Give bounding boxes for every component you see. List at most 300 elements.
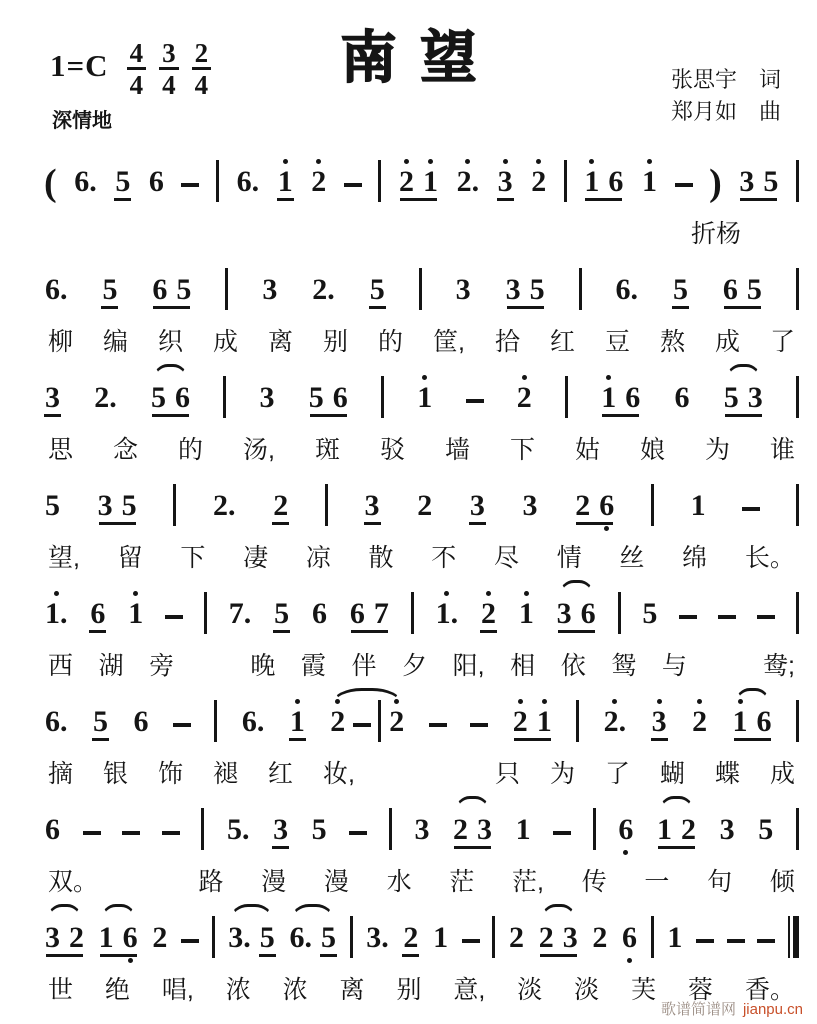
- lyric-syllable: 绵: [682, 544, 708, 572]
- note: [89, 586, 106, 644]
- watermark-site-name: 歌谱简谱网: [660, 1001, 736, 1018]
- note-digit: 1: [128, 597, 144, 630]
- low-octave-dot: [128, 958, 133, 963]
- note-group: [722, 262, 763, 320]
- lyrics-row: [44, 752, 799, 792]
- note-group: [583, 154, 624, 212]
- note-digit: 6.: [615, 273, 638, 306]
- note-digit: 5: [176, 273, 192, 306]
- lyric-syllable: 传: [581, 868, 607, 896]
- note-digit: 1: [732, 705, 748, 738]
- barline: [651, 916, 654, 958]
- note-group: [329, 694, 405, 752]
- notation-row: [44, 904, 799, 968]
- note-digit: 5: [529, 273, 545, 306]
- slur-arc: [559, 580, 594, 596]
- note-digit: 1: [515, 813, 531, 846]
- lyric-syllable: 漫: [261, 868, 287, 896]
- lyric-syllable: 鸯;: [763, 652, 795, 680]
- barline: [651, 484, 654, 526]
- note-digit: 5: [746, 273, 762, 306]
- note-digit: 6: [349, 597, 365, 630]
- note-digit: 2: [69, 921, 84, 954]
- note: [746, 262, 763, 320]
- note: [435, 586, 460, 644]
- note-digit: 6: [622, 921, 637, 954]
- lyric-syllable: 摘: [48, 760, 74, 788]
- barline: [378, 160, 381, 202]
- lyric-syllable: 淡: [517, 976, 543, 1004]
- note: [44, 802, 61, 860]
- lyric-syllable: 红: [549, 328, 575, 356]
- note-digit: 3.: [366, 921, 389, 954]
- note: [373, 586, 390, 644]
- note-digit: 6: [580, 597, 596, 630]
- note-digit: 3: [44, 381, 61, 417]
- time-signature-numerator: 3: [159, 40, 179, 70]
- note: [44, 694, 69, 752]
- note: [311, 802, 328, 860]
- note: [212, 478, 237, 536]
- note: [44, 478, 61, 536]
- note: [515, 802, 532, 860]
- time-signature-denominator: 4: [129, 70, 144, 100]
- octave-dot-zone: [524, 586, 529, 597]
- note: [272, 802, 289, 860]
- note: [226, 802, 251, 860]
- note-digit: 2.: [312, 273, 335, 306]
- note-digit: 5: [642, 597, 658, 630]
- notation-row: [44, 580, 799, 644]
- note: [151, 910, 168, 968]
- note-digit: 1.: [435, 597, 459, 630]
- lyric-syllable: 伴: [351, 652, 377, 680]
- duration-dash: [727, 939, 745, 943]
- note-digit: 1: [518, 597, 534, 630]
- note: [600, 370, 617, 428]
- note: [402, 910, 419, 968]
- lyric-syllable: 芙: [631, 976, 657, 1004]
- note: [574, 478, 591, 536]
- note: [505, 262, 522, 320]
- lyric-syllable: 成: [769, 760, 795, 788]
- lyric-syllable: 尽: [493, 544, 519, 572]
- note: [666, 910, 683, 968]
- note-digit: 5: [151, 381, 166, 414]
- lyric-syllable: 褪: [213, 760, 239, 788]
- note-digit: 3: [477, 813, 493, 846]
- note-digit: 1: [423, 165, 439, 198]
- score-line: [0, 796, 817, 900]
- duration-dash: [462, 939, 480, 943]
- lyric-syllable: 霞: [300, 652, 326, 680]
- note: [516, 370, 533, 428]
- note-digit: 5: [92, 705, 109, 741]
- note-digit: 6.: [45, 273, 68, 306]
- lyric-syllable: 蝴: [659, 760, 685, 788]
- note: [432, 910, 449, 968]
- lyric-syllable: 成: [714, 328, 740, 356]
- duration-dash: [757, 939, 775, 943]
- note: [583, 154, 600, 212]
- barline: [225, 268, 228, 310]
- note-digit: 6.: [289, 921, 312, 954]
- parenthesis: (: [44, 162, 57, 204]
- barline: [796, 376, 799, 418]
- duration-dash: [344, 183, 362, 187]
- lyric-syllable: 晚: [250, 652, 276, 680]
- lyric-syllable: 只: [494, 760, 520, 788]
- lyric-syllable: 散: [368, 544, 394, 572]
- note-digit: 3: [262, 273, 278, 306]
- note-digit: 2: [509, 921, 525, 954]
- lyric-syllable: 饰: [158, 760, 184, 788]
- octave-dot-zone: [542, 694, 547, 705]
- lyric-syllable: 旁: [149, 652, 175, 680]
- final-barline-thin: [788, 916, 790, 958]
- note: [497, 154, 514, 212]
- octave-dot-zone: [128, 957, 133, 968]
- time-signature-denominator: 4: [162, 70, 176, 100]
- lyric-syllable: 银: [103, 760, 129, 788]
- note-digit: 6: [89, 597, 106, 633]
- high-octave-dot: [542, 699, 547, 704]
- barline: [796, 808, 799, 850]
- note-digit: 2: [417, 489, 433, 522]
- lyric-syllable: 筐,: [433, 328, 465, 356]
- high-octave-dot: [133, 591, 138, 596]
- duration-dash: [718, 615, 736, 619]
- note-digit: 3: [505, 273, 521, 306]
- note-group: [288, 910, 337, 968]
- octave-dot-zone: [465, 154, 470, 165]
- note-digit: 6: [674, 381, 690, 414]
- low-octave-dot: [623, 850, 628, 855]
- octave-dot-zone: [647, 154, 652, 165]
- note-digit: 2: [516, 381, 532, 414]
- note-digit: 1: [667, 921, 683, 954]
- note-digit: 1.: [45, 597, 68, 630]
- note-digit: 6: [175, 381, 190, 414]
- note-digit: 2.: [213, 489, 236, 522]
- high-octave-dot: [54, 591, 59, 596]
- high-octave-dot: [518, 699, 523, 704]
- note-digit: 6.: [74, 165, 97, 198]
- lyrics-row: [44, 860, 799, 900]
- barline: [173, 484, 176, 526]
- high-octave-dot: [522, 375, 527, 380]
- lyric-syllable: 双。: [48, 868, 99, 896]
- octave-dot-zone: [589, 154, 594, 165]
- final-barline: [788, 916, 799, 958]
- note-digit: 6: [312, 597, 328, 630]
- note-digit: 6.: [241, 705, 265, 738]
- note-digit: 1: [289, 705, 306, 741]
- note-digit: 3: [719, 813, 735, 846]
- lyrics-row: [44, 320, 799, 360]
- lyric-syllable: 熬: [659, 328, 685, 356]
- high-octave-dot: [657, 699, 662, 704]
- note: [508, 910, 525, 968]
- octave-dot-zone: [54, 586, 59, 597]
- lyric-syllable: 妆,: [323, 760, 355, 788]
- composer-credit: 郑月如 曲: [670, 99, 781, 124]
- note-digit: 2: [575, 489, 591, 522]
- octave-dot-zone: [604, 525, 609, 536]
- note: [121, 478, 138, 536]
- score-line: [0, 364, 817, 468]
- note: [127, 586, 144, 644]
- note: [277, 154, 294, 212]
- note-digit: 6.: [45, 705, 68, 738]
- octave-dot-zone: [404, 154, 409, 165]
- note: [522, 478, 539, 536]
- duration-dash: [742, 507, 760, 511]
- slur-arc: [735, 688, 770, 704]
- note: [349, 586, 366, 644]
- key-and-time-signatures: [50, 40, 211, 100]
- octave-dot-zone: [428, 154, 433, 165]
- barline: [564, 160, 567, 202]
- note-digit: 3: [45, 921, 60, 954]
- note: [512, 694, 529, 752]
- note: [624, 370, 641, 428]
- time-signature-denominator: 4: [194, 70, 209, 100]
- octave-dot-zone: [486, 586, 491, 597]
- lyric-syllable: 淡: [574, 976, 600, 1004]
- note-group: [732, 694, 773, 752]
- note-digit: 6.: [236, 165, 260, 198]
- lyric-syllable: 相: [510, 652, 536, 680]
- high-octave-dot: [536, 159, 541, 164]
- octave-dot-zone: [503, 154, 508, 165]
- note-digit: 6: [45, 813, 60, 846]
- note-digit: 6: [122, 921, 138, 954]
- lyric-syllable: 墙: [444, 436, 470, 464]
- lyric-syllable: 与: [661, 652, 687, 680]
- note-group: [556, 586, 597, 644]
- notation-row: [44, 364, 799, 428]
- lyric-syllable: 句: [707, 868, 733, 896]
- note-digit: 3: [739, 165, 755, 198]
- note-group: [349, 586, 390, 644]
- note-group: [227, 910, 276, 968]
- note-digit: 5: [369, 273, 386, 309]
- lyric-syllable: 路: [198, 868, 224, 896]
- note-group: [150, 370, 191, 428]
- note: [621, 910, 638, 968]
- notation-row: [44, 148, 799, 212]
- lyric-syllable: 情: [556, 544, 582, 572]
- note: [672, 262, 689, 320]
- barline: [378, 700, 381, 742]
- lyric-syllable: 折杨: [690, 220, 741, 248]
- note-digit: 3: [97, 489, 113, 522]
- barline: [389, 808, 392, 850]
- lyric-syllable: 浓: [225, 976, 251, 1004]
- octave-dot-zone: [606, 370, 611, 381]
- watermark-site-link[interactable]: jianpu.cn: [742, 1001, 803, 1018]
- note: [641, 586, 658, 644]
- lyric-syllable: 离: [339, 976, 365, 1004]
- note-digit: 2: [389, 705, 405, 738]
- note: [598, 478, 615, 536]
- note-digit: 1: [433, 921, 449, 954]
- barline: [796, 268, 799, 310]
- lyric-syllable: 离: [268, 328, 294, 356]
- note-digit: 2: [592, 921, 608, 954]
- sheet-header: [0, 0, 817, 146]
- lyric-syllable: 倾: [769, 868, 795, 896]
- high-octave-dot: [404, 159, 409, 164]
- high-octave-dot: [283, 159, 288, 164]
- song-title: 南望: [340, 26, 501, 89]
- note: [241, 694, 266, 752]
- octave-dot-zone: [133, 586, 138, 597]
- barline: [214, 700, 217, 742]
- lyric-syllable: 留: [117, 544, 143, 572]
- note: [114, 154, 131, 212]
- notation-row: [44, 472, 799, 536]
- barline: [492, 916, 495, 958]
- lyric-syllable: 念: [113, 436, 139, 464]
- key-signature: 1=C: [50, 48, 109, 83]
- lyric-syllable: 别: [323, 328, 349, 356]
- lyric-syllable: 豆: [604, 328, 630, 356]
- high-octave-dot: [465, 159, 470, 164]
- note: [97, 478, 114, 536]
- lyric-syllable: 一: [644, 868, 670, 896]
- barline: [796, 700, 799, 742]
- note: [719, 802, 736, 860]
- slur-arc: [332, 688, 402, 704]
- note-digit: 1: [98, 921, 114, 954]
- note-digit: 2: [152, 921, 168, 954]
- note-digit: 7: [373, 597, 389, 630]
- high-octave-dot: [428, 159, 433, 164]
- note: [738, 154, 755, 212]
- note-digit: 3: [522, 489, 538, 522]
- credits: [671, 64, 781, 128]
- lyric-syllable: 拾: [494, 328, 520, 356]
- duration-dash: [181, 939, 199, 943]
- note: [364, 478, 381, 536]
- time-signature: [159, 40, 179, 100]
- duration-dash: [470, 723, 488, 727]
- duration-dash: [679, 615, 697, 619]
- note-digit: 5: [672, 273, 689, 309]
- parenthesis: ): [709, 162, 722, 204]
- note-digit: 2.: [94, 381, 117, 414]
- note-digit: 5: [723, 381, 739, 414]
- note: [148, 154, 165, 212]
- note-digit: 3: [651, 705, 668, 741]
- time-signature: [192, 40, 212, 100]
- note-digit: 2: [681, 813, 696, 846]
- note: [607, 154, 624, 212]
- barline: [216, 160, 219, 202]
- score-line: [0, 148, 817, 252]
- barline: [593, 808, 596, 850]
- note-digit: 3: [497, 165, 514, 201]
- score-line: [0, 688, 817, 792]
- note: [44, 262, 69, 320]
- note: [101, 262, 118, 320]
- lyric-syllable: 汤,: [243, 436, 275, 464]
- duration-dash: [429, 723, 447, 727]
- final-barline-thick: [793, 916, 799, 958]
- note-digit: 5: [121, 489, 137, 522]
- note-digit: 3: [259, 381, 275, 414]
- high-octave-dot: [697, 699, 702, 704]
- note-group: [512, 694, 553, 752]
- note: [480, 586, 497, 644]
- slur-arc: [153, 364, 188, 380]
- lyric-syllable: 的: [378, 328, 404, 356]
- score-line: [0, 256, 817, 360]
- note-digit: 3: [562, 921, 578, 954]
- note: [311, 586, 328, 644]
- octave-dot-zone: [283, 154, 288, 165]
- lyric-syllable: 鸳: [611, 652, 637, 680]
- note: [455, 262, 472, 320]
- note-digit: 5: [308, 381, 324, 414]
- duration-dash: [83, 831, 101, 835]
- barline: [411, 592, 414, 634]
- lyricist-credit: 张思宇 词: [670, 67, 781, 92]
- lyric-syllable: 成: [213, 328, 239, 356]
- note-group: [723, 370, 764, 428]
- note: [591, 910, 608, 968]
- low-octave-dot: [604, 526, 609, 531]
- note: [691, 694, 708, 752]
- note: [690, 478, 707, 536]
- high-octave-dot: [503, 159, 508, 164]
- time-signature-numerator: 4: [127, 40, 147, 70]
- note: [73, 154, 98, 212]
- note-digit: 2: [272, 489, 289, 525]
- lyrics-row: [44, 428, 799, 468]
- octave-dot-zone: [623, 849, 628, 860]
- lyric-syllable: 丝: [619, 544, 645, 572]
- octave-dot-zone: [657, 694, 662, 705]
- note-digit: 5: [311, 813, 327, 846]
- barline: [796, 484, 799, 526]
- time-signature: [127, 40, 147, 100]
- duration-dash: [353, 723, 371, 727]
- note-group: [308, 370, 349, 428]
- slur-arc: [47, 904, 82, 920]
- duration-dash: [165, 615, 183, 619]
- lyric-syllable: 望,: [48, 544, 80, 572]
- note-digit: 1: [641, 165, 657, 198]
- note-digit: 1: [657, 813, 672, 846]
- note: [722, 262, 739, 320]
- lyric-syllable: 西: [48, 652, 74, 680]
- barline: [204, 592, 207, 634]
- duration-dash: [696, 939, 714, 943]
- note: [44, 370, 61, 428]
- note: [762, 154, 779, 212]
- note: [416, 478, 433, 536]
- lyric-syllable: 凉: [305, 544, 331, 572]
- note: [416, 370, 433, 428]
- duration-dash: [122, 831, 140, 835]
- octave-dot-zone: [518, 694, 523, 705]
- note: [175, 262, 192, 320]
- note: [518, 586, 535, 644]
- low-octave-dot: [627, 958, 632, 963]
